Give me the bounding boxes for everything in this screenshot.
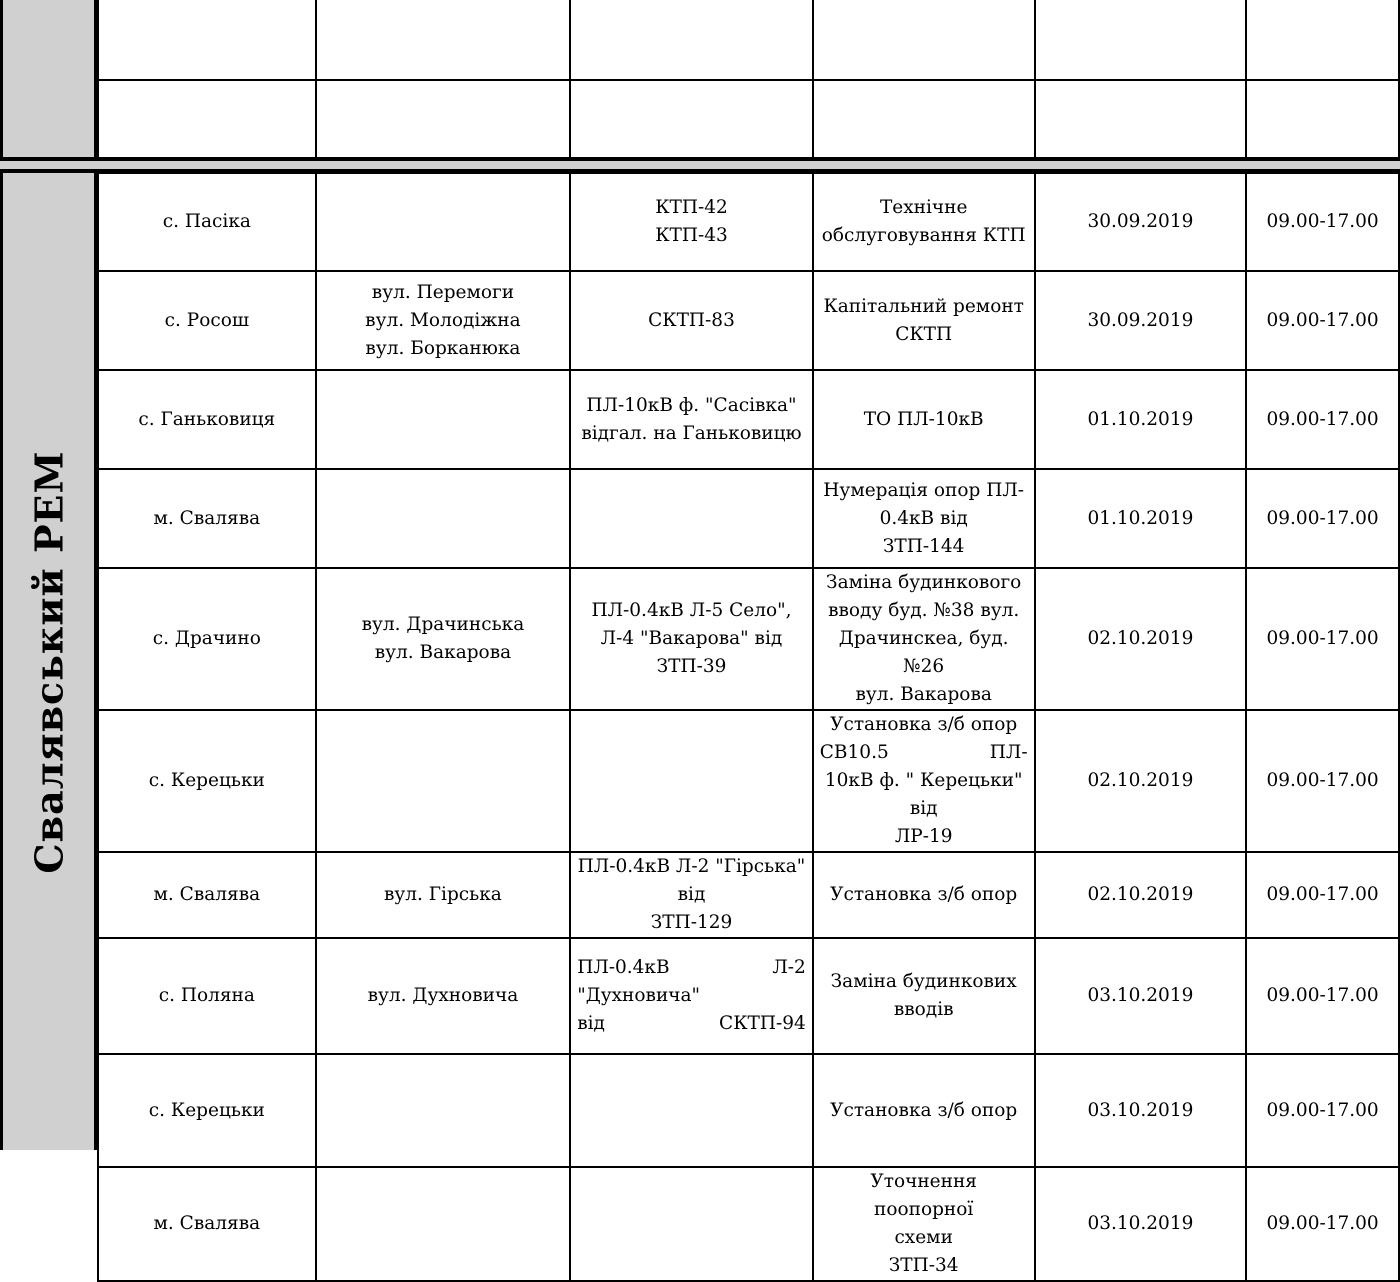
object-cell xyxy=(570,568,813,710)
settlement-cell xyxy=(98,852,316,938)
settlement-text: м. Свалява xyxy=(153,1213,261,1234)
work-line: 0.4кВ від xyxy=(879,507,968,529)
time-text: 09.00-17.00 xyxy=(1266,507,1379,529)
streets-line: вул. Борканюка xyxy=(365,337,521,359)
date-cell xyxy=(1035,1054,1247,1167)
streets-cell xyxy=(316,938,571,1054)
schedule-row xyxy=(98,173,1399,271)
settlement-text: с. Ганьковиця xyxy=(138,408,276,430)
object-line: ЗТП-129 xyxy=(650,912,733,933)
object-line: ПЛ-10кВ ф. "Сасівка" xyxy=(586,394,797,416)
time-cell xyxy=(1246,852,1399,938)
time-text: 09.00-17.00 xyxy=(1266,408,1379,430)
time-cell xyxy=(1246,1167,1399,1281)
empty-row xyxy=(98,80,1399,158)
settlement-text: с. Поляна xyxy=(158,985,255,1006)
empty-cell xyxy=(98,80,316,158)
settlement-text: с. Керецьки xyxy=(148,1099,265,1121)
time-text: 09.00-17.00 xyxy=(1266,628,1379,649)
streets-cell xyxy=(316,568,571,710)
date-cell xyxy=(1035,370,1247,469)
date-cell xyxy=(1035,938,1247,1054)
work-cell xyxy=(813,173,1035,271)
date-text: 01.10.2019 xyxy=(1087,408,1194,430)
object-line: КТП-42 xyxy=(655,197,728,218)
streets-line: вул. Молодіжна xyxy=(365,309,521,331)
streets-cell xyxy=(316,1054,571,1167)
object-cell xyxy=(570,852,813,938)
work-line: схеми xyxy=(894,1227,953,1248)
department-label: Свалявський РЕМ xyxy=(26,449,71,874)
empty-cell xyxy=(316,0,571,80)
date-cell xyxy=(1035,852,1247,938)
object-cell xyxy=(570,710,813,852)
settlement-text: м. Свалява xyxy=(153,507,261,529)
settlement-cell xyxy=(98,938,316,1054)
work-line: Технічне xyxy=(879,197,968,218)
schedule-row xyxy=(98,710,1399,852)
date-cell xyxy=(1035,271,1247,370)
previous-section-table xyxy=(97,0,1400,159)
schedule-row xyxy=(98,370,1399,469)
work-cell xyxy=(813,1167,1035,1281)
schedule-row xyxy=(98,938,1399,1054)
object-cell xyxy=(570,469,813,568)
settlement-text: с. Драчино xyxy=(152,628,261,649)
time-cell xyxy=(1246,469,1399,568)
streets-cell xyxy=(316,469,571,568)
time-text: 09.00-17.00 xyxy=(1266,211,1379,232)
object-line: від СКТП-94 xyxy=(577,1013,806,1034)
date-text: 02.10.2019 xyxy=(1087,884,1194,905)
date-text: 03.10.2019 xyxy=(1087,1099,1194,1121)
empty-cell xyxy=(1035,80,1247,158)
schedule-rows xyxy=(98,173,1399,1281)
object-line: СКТП-83 xyxy=(648,309,735,331)
work-line: обслуговування КТП xyxy=(821,225,1026,246)
settlement-text: м. Свалява xyxy=(153,884,261,905)
department-side-panel xyxy=(0,170,97,1150)
time-cell xyxy=(1246,568,1399,710)
work-line: Заміна будинкових xyxy=(830,971,1017,992)
object-cell xyxy=(570,173,813,271)
empty-cell xyxy=(1035,0,1247,80)
object-line: ПЛ-0.4кВ Л-2 "Духновича" xyxy=(577,957,806,1006)
settlement-cell xyxy=(98,568,316,710)
work-line: вул. Вакарова xyxy=(855,684,992,705)
object-line: відгал. на Ганьковицю xyxy=(581,422,802,444)
schedule-row xyxy=(98,271,1399,370)
schedule-row xyxy=(98,469,1399,568)
work-line: ЛР-19 xyxy=(894,826,953,847)
empty-cell xyxy=(570,0,813,80)
date-cell xyxy=(1035,1167,1247,1281)
date-text: 02.10.2019 xyxy=(1087,628,1194,649)
settlement-cell xyxy=(98,710,316,852)
date-cell xyxy=(1035,173,1247,271)
empty-row xyxy=(98,0,1399,80)
work-line: ТО ПЛ-10кВ xyxy=(863,408,984,430)
streets-cell xyxy=(316,852,571,938)
schedule-row xyxy=(98,852,1399,938)
work-line: Нумерація опор ПЛ- xyxy=(823,479,1025,501)
date-cell xyxy=(1035,469,1247,568)
date-cell xyxy=(1035,710,1247,852)
settlement-cell xyxy=(98,1167,316,1281)
settlement-cell xyxy=(98,173,316,271)
time-cell xyxy=(1246,271,1399,370)
empty-cell xyxy=(1246,80,1399,158)
date-text: 03.10.2019 xyxy=(1087,985,1194,1006)
work-cell xyxy=(813,370,1035,469)
work-cell xyxy=(813,938,1035,1054)
settlement-cell xyxy=(98,1054,316,1167)
streets-line: вул. Вакарова xyxy=(374,642,512,663)
settlement-text: с. Пасіка xyxy=(162,211,251,232)
time-text: 09.00-17.00 xyxy=(1266,884,1379,905)
empty-cell xyxy=(813,80,1035,158)
time-text: 09.00-17.00 xyxy=(1266,770,1379,791)
work-line: Установка з/б опор xyxy=(830,1099,1018,1121)
streets-cell xyxy=(316,1167,571,1281)
streets-cell xyxy=(316,173,571,271)
object-line: КТП-43 xyxy=(655,225,728,246)
work-cell xyxy=(813,271,1035,370)
object-cell xyxy=(570,271,813,370)
streets-cell xyxy=(316,370,571,469)
streets-cell xyxy=(316,271,571,370)
date-text: 03.10.2019 xyxy=(1087,1213,1194,1234)
settlement-cell xyxy=(98,370,316,469)
work-line: ЗТП-144 xyxy=(882,535,965,557)
work-line: Капітальний ремонт xyxy=(823,295,1024,317)
work-cell xyxy=(813,568,1035,710)
object-cell xyxy=(570,370,813,469)
work-line: вводу буд. №38 вул. xyxy=(828,600,1020,621)
empty-cell xyxy=(570,80,813,158)
work-line: 10кВ ф. " Керецьки" від xyxy=(824,770,1023,819)
work-line: вводів xyxy=(893,999,954,1020)
work-line: СКТП xyxy=(895,323,953,345)
settlement-cell xyxy=(98,469,316,568)
work-cell xyxy=(813,1054,1035,1167)
empty-cell xyxy=(98,0,316,80)
object-cell xyxy=(570,1054,813,1167)
schedule-row xyxy=(98,568,1399,710)
time-cell xyxy=(1246,173,1399,271)
object-line: ПЛ-0.4кВ Л-5 Село", xyxy=(591,600,792,621)
date-text: 30.09.2019 xyxy=(1087,309,1194,331)
time-text: 09.00-17.00 xyxy=(1266,1213,1379,1234)
date-cell xyxy=(1035,568,1247,710)
date-text: 02.10.2019 xyxy=(1087,770,1194,791)
time-cell xyxy=(1246,1054,1399,1167)
object-line: ПЛ-0.4кВ Л-2 "Гірська" від xyxy=(577,856,806,905)
work-line: Драчинскеа, буд. №26 xyxy=(838,628,1009,677)
work-line: Уточнення поопорної xyxy=(870,1171,977,1220)
work-line: Заміна будинкового xyxy=(826,572,1022,593)
empty-cell xyxy=(1246,0,1399,80)
streets-line: вул. Духновича xyxy=(367,985,519,1006)
object-cell xyxy=(570,938,813,1054)
schedule-row xyxy=(98,1167,1399,1281)
time-cell xyxy=(1246,370,1399,469)
work-cell xyxy=(813,852,1035,938)
streets-cell xyxy=(316,710,571,852)
time-cell xyxy=(1246,710,1399,852)
time-text: 09.00-17.00 xyxy=(1266,1099,1379,1121)
settlement-text: с. Керецьки xyxy=(148,770,265,791)
time-text: 09.00-17.00 xyxy=(1266,985,1379,1006)
streets-line: вул. Перемоги xyxy=(371,281,515,303)
work-line: Установка з/б опор xyxy=(830,714,1018,735)
streets-line: вул. Гірська xyxy=(383,884,502,905)
work-line: ЗТП-34 xyxy=(888,1255,959,1276)
section-separator xyxy=(0,157,1400,173)
time-text: 09.00-17.00 xyxy=(1266,309,1379,331)
work-cell xyxy=(813,469,1035,568)
empty-cell xyxy=(813,0,1035,80)
schedule-row xyxy=(98,1054,1399,1167)
work-cell xyxy=(813,710,1035,852)
date-text: 30.09.2019 xyxy=(1087,211,1194,232)
time-cell xyxy=(1246,938,1399,1054)
object-line: Л-4 "Вакарова" від ЗТП-39 xyxy=(600,628,783,677)
date-text: 01.10.2019 xyxy=(1087,507,1194,529)
previous-section-side xyxy=(0,0,97,160)
empty-cell xyxy=(316,80,571,158)
outage-schedule-table xyxy=(97,172,1400,1282)
settlement-text: с. Росош xyxy=(164,309,250,331)
work-line: СВ10.5 ПЛ- xyxy=(819,742,1028,763)
streets-line: вул. Драчинська xyxy=(361,614,525,635)
object-cell xyxy=(570,1167,813,1281)
settlement-cell xyxy=(98,271,316,370)
work-line: Установка з/б опор xyxy=(830,884,1018,905)
